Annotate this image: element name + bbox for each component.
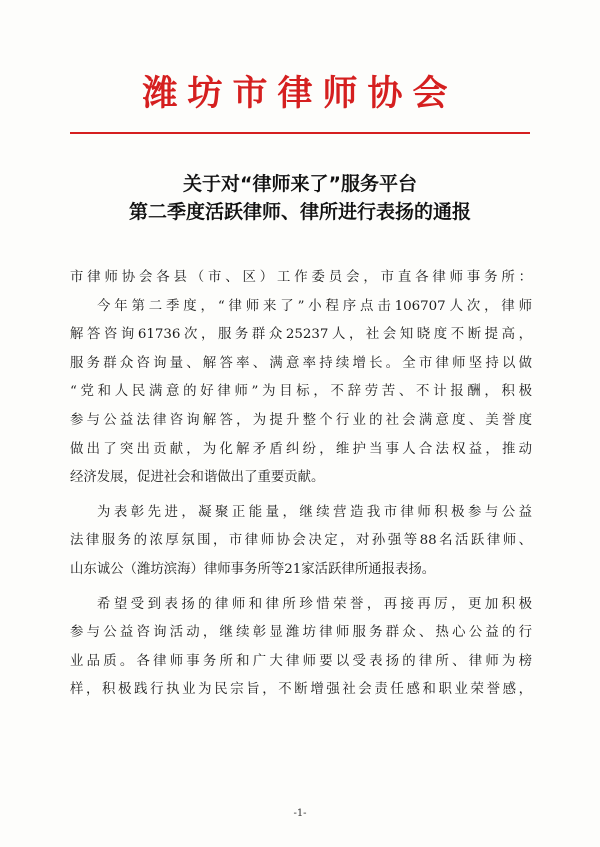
paragraph-line: 服务群众咨询量、解答率、满意率持续增长。全市律师坚持以做 xyxy=(70,355,532,371)
title-line-2: 第二季度活跃律师、律所进行表扬的通报 xyxy=(128,201,471,223)
paragraph-1 xyxy=(70,293,532,493)
paragraph-line: 参与公益法律咨询解答，为提升整个行业的社会满意度、美誉度 xyxy=(70,412,532,428)
document-body xyxy=(70,264,532,705)
paragraph-line: 经济发展，促进社会和谐做出了重要贡献。 xyxy=(70,470,325,486)
paragraph-line: 做出了突出贡献，为化解矛盾纠纷，维护当事人合法权益，推动 xyxy=(70,441,532,457)
paragraph-line: 今年第二季度，“律师来了”小程序点击106707人次，律师 xyxy=(97,298,532,314)
paragraph-line: 希望受到表扬的律师和律所珍惜荣誉，再接再厉，更加积极 xyxy=(97,596,532,612)
paragraph-line: “党和人民满意的好律师”为目标，不辞劳苦、不计报酬，积极 xyxy=(70,384,532,400)
page-number: -1- xyxy=(293,808,307,819)
paragraph-3 xyxy=(70,591,532,705)
letterhead-org-name: 潍坊市律师协会 xyxy=(142,73,458,114)
letterhead-divider xyxy=(70,132,530,134)
paragraph-line: 为表彰先进，凝聚正能量，继续营造我市律师积极参与公益 xyxy=(97,504,532,520)
paragraph-line: 法律服务的浓厚氛围，市律师协会决定，对孙强等88名活跃律师、 xyxy=(70,533,532,549)
salutation: 市律师协会各县（市、区）工作委员会，市直各律师事务所： xyxy=(70,270,532,285)
paragraph-line: 山东诚公（潍坊滨海）律师事务所等21家活跃律所通报表扬。 xyxy=(70,561,436,577)
title-line-1: 关于对“律师来了”服务平台 xyxy=(183,173,417,195)
paragraph-line: 参与公益咨询活动，继续彰显潍坊律师服务群众、热心公益的行 xyxy=(70,625,532,641)
paragraph-line: 业品质。各律师事务所和广大律师要以受表扬的律所、律师为榜 xyxy=(70,653,532,669)
paragraph-line: 解答咨询61736次，服务群众25237人，社会知晓度不断提高， xyxy=(70,327,532,343)
paragraph-2 xyxy=(70,499,532,585)
document-title xyxy=(0,170,600,226)
paragraph-line: 样，积极践行执业为民宗旨，不断增强社会责任感和职业荣誉感， xyxy=(70,682,532,698)
